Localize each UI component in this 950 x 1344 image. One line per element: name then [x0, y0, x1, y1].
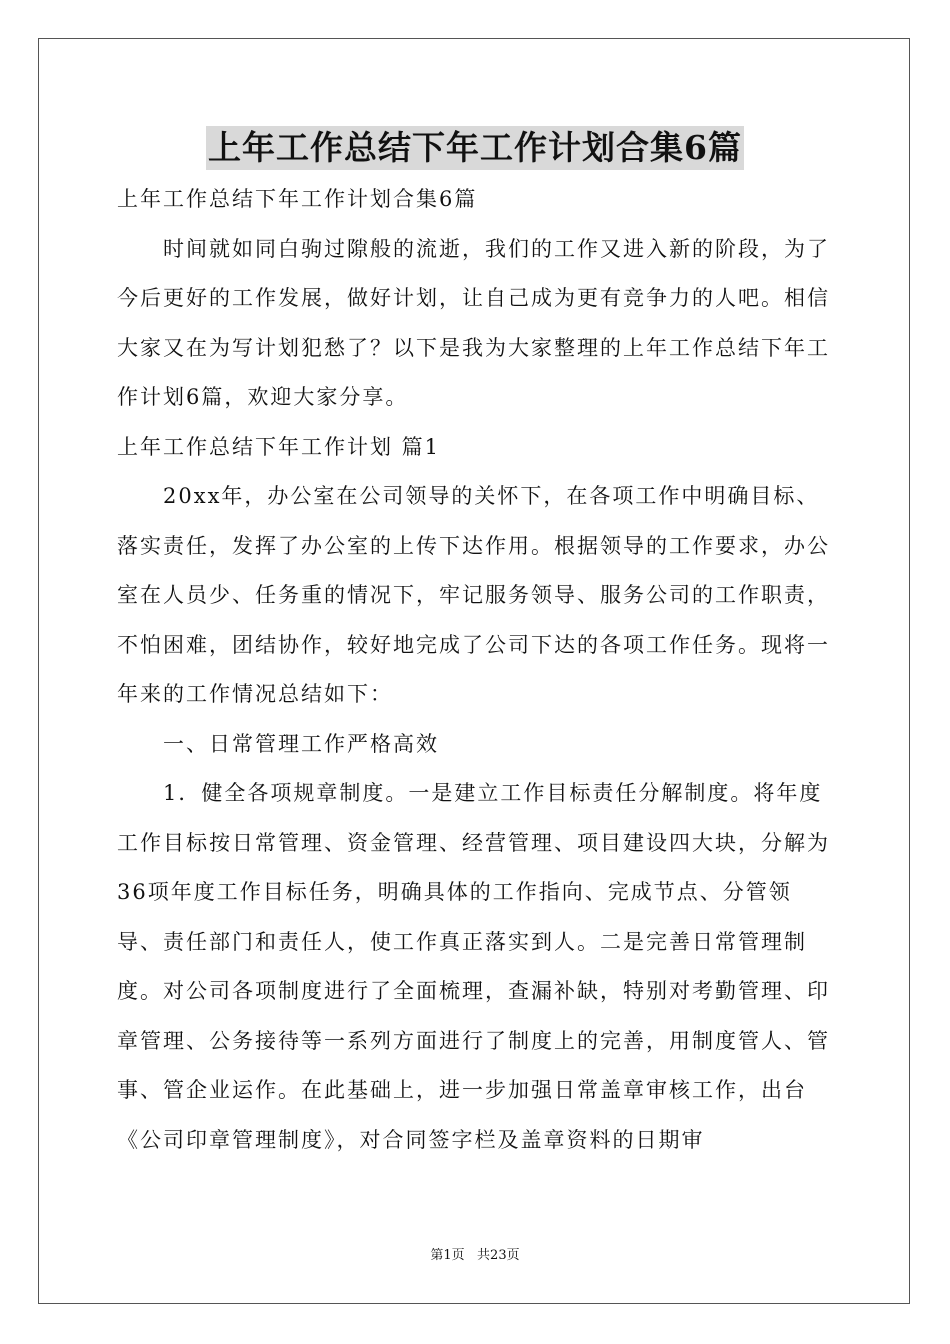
document-title: 上年工作总结下年工作计划合集6篇: [206, 126, 744, 170]
paragraph: 时间就如同白驹过隙般的流逝，我们的工作又进入新的阶段，为了今后更好的工作发展，做好计划，让自己成为更有竞争力的人吧。相信大家又在为写计划犯愁了？以下是我为大家整理的上年工作总结下年工作计划6篇，欢迎大家分享。: [117, 236, 830, 409]
paragraph: 20xx年，办公室在公司领导的关怀下，在各项工作中明确目标、落实责任，发挥了办公室的上传下达作用。根据领导的工作要求，办公室在人员少、任务重的情况下，牢记服务领导、服务公司的工作职责，不怕困难，团结协作，较好地完成了公司下达的各项工作任务。现将一年来的工作情况总结如下：: [117, 484, 830, 706]
paragraph: 上年工作总结下年工作计划合集6篇: [117, 187, 478, 211]
paragraph: 1．健全各项规章制度。一是建立工作目标责任分解制度。将年度工作目标按日常管理、资金管理、经营管理、项目建设四大块，分解为36项年度工作目标任务，明确具体的工作指向、完成节点、分管领导、责任部门和责任人，使工作真正落实到人。二是完善日常管理制度。对公司各项制度进行了全面梳理，查漏补缺，特别对考勤管理、印章管理、公务接待等一系列方面进行了制度上的完善，用制度管人、管事、管企业运作。在此基础上，进一步加强日常盖章审核工作，出台《公司印章管理制度》，对合同签字栏及盖章资料的日期审: [117, 781, 830, 1152]
subsection-heading: 一、日常管理工作严格高效: [163, 731, 439, 756]
document-body: [117, 175, 837, 1165]
page-footer: 第1页 共23页: [430, 1248, 520, 1263]
section-heading: 上年工作总结下年工作计划 篇1: [117, 434, 441, 459]
title-wrapper: [0, 126, 950, 170]
